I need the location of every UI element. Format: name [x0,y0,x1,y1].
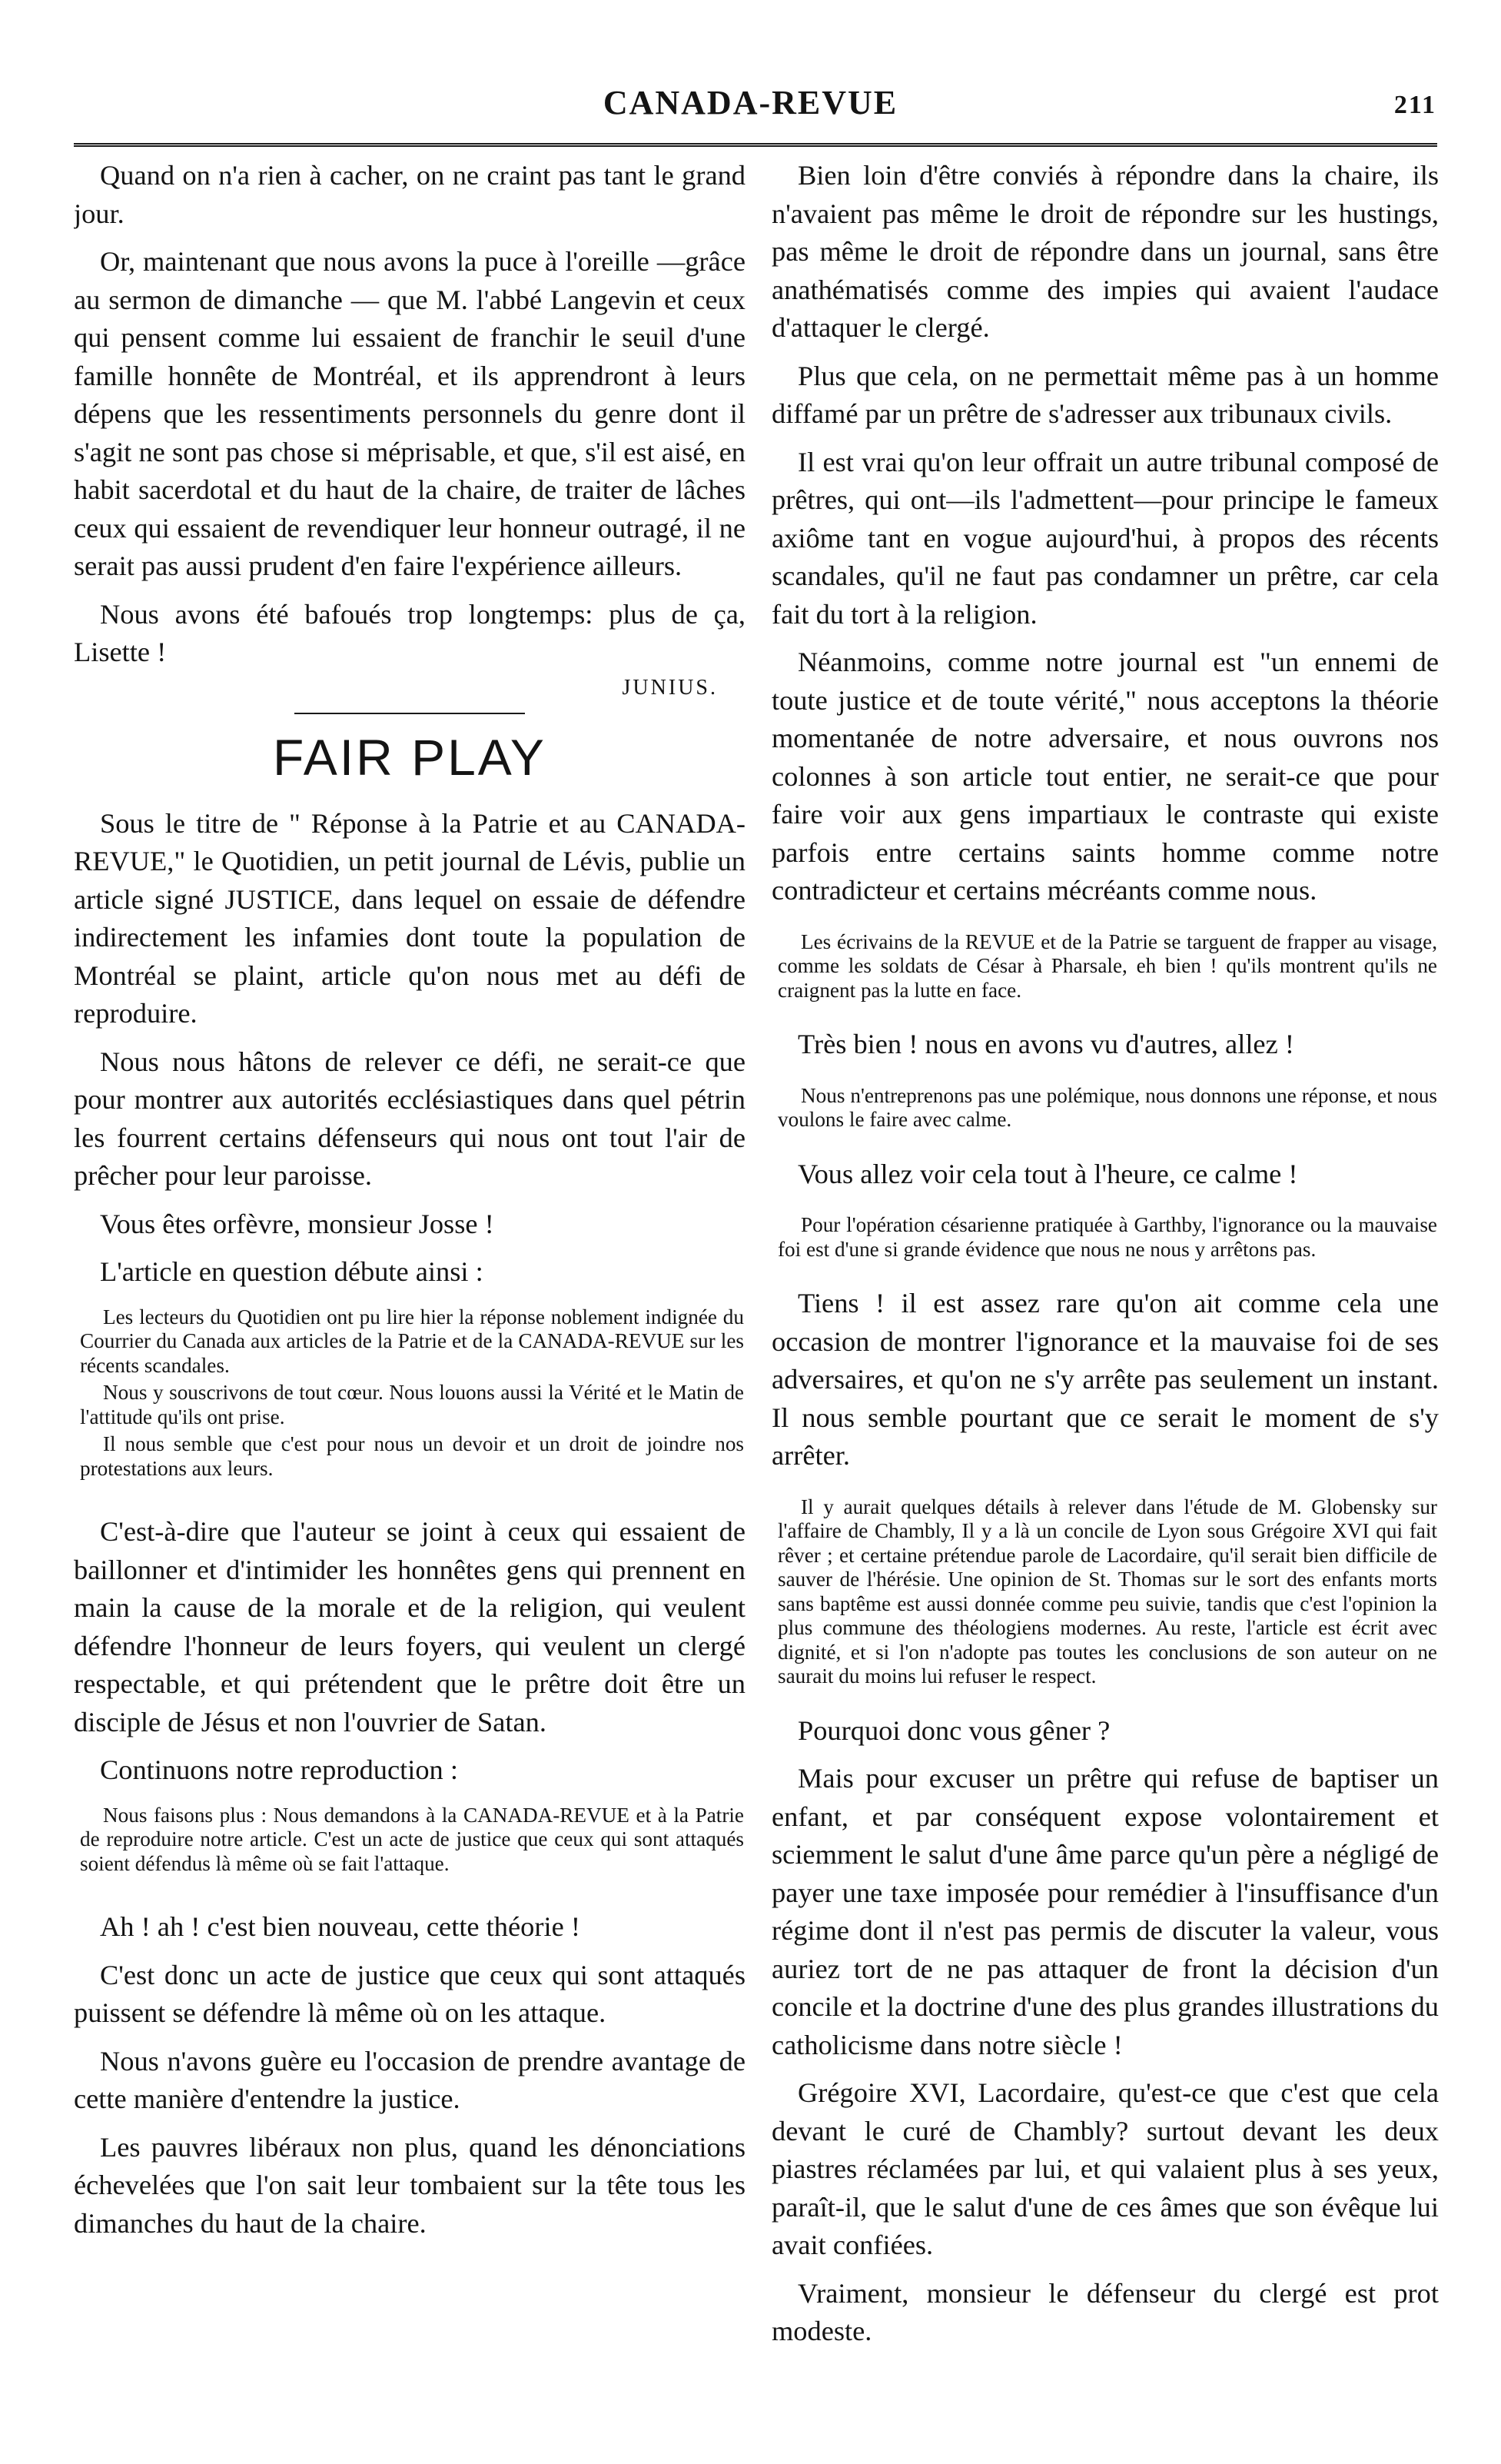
paragraph: Tiens ! il est assez rare qu'on ait comme cela une occasion de montrer l'ignorance et la mauvaise foi de ses adversaires, et qu'on ne s'y arrête pas seulement un instant. Il nous semble pourtant que ce serait le moment de s'y arrêter. [772,1288,1439,1471]
paragraph: Néanmoins, comme notre journal est "un ennemi de toute justice et de toute vérité," nous acceptons la théorie momentanée de notre adversaire, et nous ouvrons nos colonnes à son article tout entier, ne serait-ce que pour faire voir aux gens impartiaux le contraste qui existe parfois entre certains saints homme comme notre contradicteur et certains mécréants comme nous. [772,647,1439,906]
paragraph: Quand on n'a rien à cacher, on ne craint pas tant le grand jour. [74,160,746,229]
paragraph: Il est vrai qu'on leur offrait un autre tribunal composé de prêtres, qui ont—ils l'admettent—pour principe le fameux axiôme tant en vogue aujourd'hui, à propos des récents scandales, qu'il ne faut pas condamner un prêtre, car cela fait du tort à la religion. [772,446,1439,630]
paragraph: Vous allez voir cela tout à l'heure, ce calme ! [798,1158,1298,1189]
quoted-paragraph: Nous faisons plus : Nous demandons à la CANADA-REVUE et à la Patrie de reproduire notre article. C'est un acte de justice que ceux qui sont attaqués soient défendus là même où se fait l'attaque. [80,1803,744,1875]
paragraph: Plus que cela, on ne permettait même pas à un homme diffamé par un prêtre de s'adresser aux tribunaux civils. [772,360,1439,429]
page-number: 211 [1393,91,1436,119]
paragraph: Pourquoi donc vous gêner ? [798,1714,1111,1746]
paragraph: Nous n'avons guère eu l'occasion de prendre avantage de cette manière d'entendre la justice. [74,2045,746,2114]
paragraph: Nous avons été bafoués trop longtemps: plus de ça, Lisette ! [74,598,746,667]
paragraph: C'est donc un acte de justice que ceux qui sont attaqués puissent se défendre là même où on les attaque. [74,1959,746,2028]
quoted-block [74,1804,746,1877]
running-head [0,83,1501,129]
paragraph: Bien loin d'être conviés à répondre dans la chaire, ils n'avaient pas même le droit de répondre sur les hustings, pas même le droit de répondre dans un journal, sans être anathématisés comme des impies qui avaient l'audace d'attaquer le clergé. [772,160,1439,343]
paragraph: L'article en question débute ainsi : [100,1256,483,1287]
paragraph: C'est-à-dire que l'auteur se joint à ceux qui essaient de baillonner et d'intimider les honnêtes gens qui prennent en main la cause de la morale et de la religion, qui veulent défendre l'honneur de leurs foyers, qui veulent un clergé respectable, et qui prétendent que le prêtre doit être un disciple de Jésus et non l'ouvrier de Satan. [74,1516,746,1737]
paragraph: Mais pour excuser un prêtre qui refuse de baptiser un enfant, et par conséquent expose volontairement et sciemment le salut d'une âme parce qu'un père a négligé de payer une taxe imposée pour remédier à l'insuffisance d'un régime dont il n'est pas permis de discuter la valeur, vous auriez tort de ne pas attaquer de front la décision d'un concile et la doctrine d'une des plus grandes illustrations du catholicisme dans notre siècle ! [772,1763,1439,2060]
quoted-paragraph: Il nous semble que c'est pour nous un devoir et un droit de joindre nos protestations aux leurs. [80,1432,744,1480]
right-column [772,157,1439,2425]
paragraph: Vraiment, monsieur le défenseur du clergé est prot modeste. [772,2277,1439,2346]
paragraph: Nous nous hâtons de relever ce défi, ne serait-ce que pour montrer aux autorités ecclésiastiques dans quel pétrin les fourrent certains défenseurs qui nous ont tout l'air de prêcher pour leur paroisse. [74,1046,746,1191]
left-column [74,157,746,2425]
quoted-block [772,1213,1439,1262]
paragraph: Continuons notre reproduction : [100,1754,458,1785]
quoted-block [772,1084,1439,1132]
quoted-paragraph: Il y aurait quelques détails à relever dans l'étude de M. Globensky sur l'affaire de Chambly, Il y a là un concile de Lyon sous Grégoire XVI qui fait rêver ; et certaine prétendue parole de Lacordaire, qu'il serait bien difficile de sauver de l'hérésie. Une opinion de St. Thomas sur le sort des enfants morts sans baptême est aussi donnée comme peu suivie, tandis que c'est l'opinion la plus commune des théologiens modernes. Au reste, l'article est écrit avec dignité, et si l'on n'adopte pas toutes les conclusions de son auteur on ne saurait du moins lui refuser le respect. [778,1495,1437,1688]
paragraph: Sous le titre de " Réponse à la Patrie et au CANADA-REVUE," le Quotidien, un petit journal de Lévis, publie un article signé JUSTICE, dans lequel on essaie de défendre indirectement les infamies dont toute la population de Montréal se plaint, article qu'on nous met au défi de reproduire. [74,807,746,1029]
quoted-paragraph: Nous n'entreprenons pas une polémique, nous donnons une réponse, et nous voulons le faire avec calme. [778,1083,1437,1131]
paragraph: Très bien ! nous en avons vu d'autres, allez ! [798,1029,1294,1059]
paragraph: Vous êtes orfèvre, monsieur Josse ! [100,1208,494,1239]
quoted-block [74,1305,746,1481]
quoted-block [772,930,1439,1003]
quoted-paragraph: Les lecteurs du Quotidien ont pu lire hier la réponse noblement indignée du Courrier du Canada aux articles de la Patrie et de la CANADA-REVUE sur les récents scandales. [80,1305,744,1377]
quoted-paragraph: Pour l'opération césarienne pratiquée à Garthby, l'ignorance ou la mauvaise foi est d'une si grande évidence que nous ne nous y arrêtons pas. [778,1213,1437,1261]
quoted-paragraph: Les écrivains de la REVUE et de la Patrie se targuent de frapper au visage, comme les soldats de César à Pharsale, eh bien ! qu'ils montrent qu'ils ne craignent pas la lutte en face. [778,929,1437,1002]
signature: JUNIUS. [622,675,718,700]
journal-name: CANADA-REVUE [603,84,898,121]
section-divider [294,713,525,714]
quoted-block [772,1495,1439,1689]
quoted-paragraph: Nous y souscrivons de tout cœur. Nous louons aussi la Vérité et le Matin de l'attitude qu'ils ont prise. [80,1381,744,1428]
paragraph: Les pauvres libéraux non plus, quand les dénonciations échevelées que l'on sait leur tombaient sur la tête tous les dimanches du haut de la chaire. [74,2131,746,2239]
header-rule [74,143,1437,149]
paragraph: Or, maintenant que nous avons la puce à l'oreille —grâce au sermon de dimanche — que M. l'abbé Langevin et ceux qui pensent comme lui essaient de franchir le seuil d'une famille honnête de Montréal, et ils apprendront à leurs dépens que les ressentiments personnels du genre dont il s'agit ne sont pas chose si méprisable, et que, s'il est aisé, en habit sacerdotal et du haut de la chaire, de traiter de lâches ceux qui essaient de revendiquer leur honneur outragé, il ne serait pas aussi prudent d'en faire l'expérience ailleurs. [74,246,746,581]
section-title: FAIR PLAY [273,728,546,786]
paragraph: Ah ! ah ! c'est bien nouveau, cette théorie ! [100,1911,580,1942]
paragraph: Grégoire XVI, Lacordaire, qu'est-ce que c'est que cela devant le curé de Chambly? surtout devant les deux piastres réclamées par lui, et qui valaient plus à ses yeux, paraît-il, que le salut d'une de ces âmes que son évêque lui avait confiées. [772,2077,1439,2260]
